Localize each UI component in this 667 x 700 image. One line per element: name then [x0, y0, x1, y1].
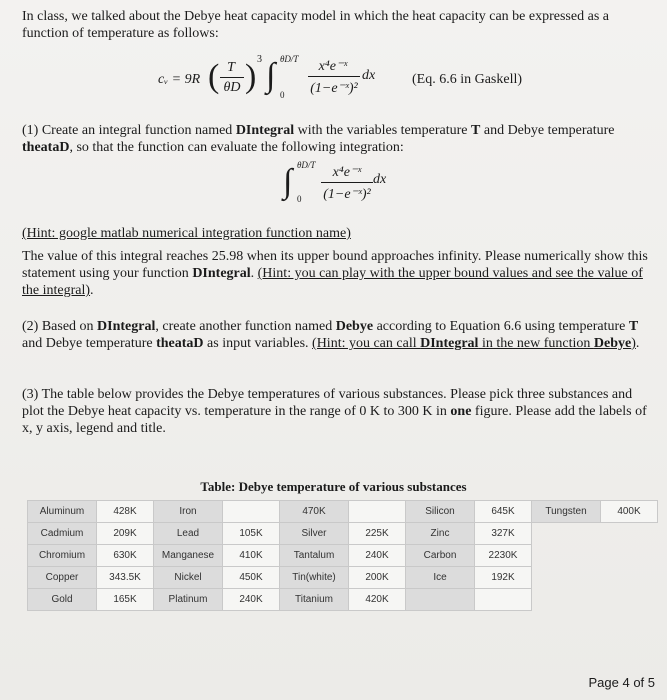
eq1-integral-sign: ∫	[266, 57, 276, 94]
task1-text-c: and Debye temperature	[480, 123, 615, 138]
substance-name-cell: Silicon	[406, 501, 475, 523]
task2-var-theatad: theataD	[156, 336, 204, 351]
statement-end: .	[90, 283, 94, 298]
debye-temperature-table	[27, 500, 658, 611]
eq1-ratio-bar	[220, 77, 244, 78]
debye-temperature-cell: 630K	[97, 545, 154, 567]
substance-name-cell: Tungsten	[532, 501, 601, 523]
integral-statement-paragraph	[22, 248, 652, 299]
task2-end: .	[635, 336, 640, 351]
debye-temperature-cell: 428K	[97, 501, 154, 523]
task2-var-t: T	[628, 319, 639, 334]
debye-temperature-cell: 400K	[601, 501, 658, 523]
table-row	[28, 523, 658, 545]
task2-text-c: according to Equation 6.6 using temperature	[373, 319, 629, 334]
task2-hint-func2: Debye	[593, 336, 632, 351]
eq1-power: 3	[257, 54, 262, 65]
eq1-dx: dx	[362, 68, 376, 83]
table-title: Table: Debye temperature of various substances	[200, 479, 467, 494]
task2-hint-b: in the new function	[478, 336, 594, 351]
statement-text-b: .	[250, 266, 258, 281]
debye-temperature-cell: 192K	[475, 567, 532, 589]
table-row	[28, 589, 658, 611]
task2-hint	[312, 336, 636, 351]
eq2-integrand-bar	[321, 182, 373, 183]
task2-func-dintegral: DIntegral	[97, 319, 156, 334]
substance-name-cell: Tantalum	[280, 545, 349, 567]
debye-temperature-cell	[349, 501, 406, 523]
substance-name-cell: Iron	[154, 501, 223, 523]
substance-name-cell: 470K	[280, 501, 349, 523]
substance-name-cell: Tin(white)	[280, 567, 349, 589]
task1-var-t: T	[471, 123, 481, 138]
substance-name-cell	[406, 589, 475, 611]
task2-text-e: as input variables.	[203, 336, 313, 351]
eq2-lower-bound: 0	[297, 194, 302, 204]
substance-name-cell: Titanium	[280, 589, 349, 611]
task2-hint-a: (Hint: you can call	[312, 336, 421, 351]
task1-paragraph	[22, 122, 652, 156]
substance-name-cell: Aluminum	[28, 501, 97, 523]
debye-temperature-cell: 327K	[475, 523, 532, 545]
substance-name-cell: Carbon	[406, 545, 475, 567]
equation-integral	[283, 160, 403, 216]
substance-name-cell: Copper	[28, 567, 97, 589]
debye-temperature-cell: 410K	[223, 545, 280, 567]
eq1-integrand-numerator: x⁴e⁻ˣ	[318, 59, 348, 74]
debye-temperature-cell: 200K	[349, 567, 406, 589]
substance-name-cell: Zinc	[406, 523, 475, 545]
task3-text-b: figure. Please add the labels of x, y axis, legend and title.	[22, 404, 647, 436]
table-row	[28, 545, 658, 567]
task2-hint-func: DIntegral	[420, 336, 479, 351]
debye-temperature-cell: 420K	[349, 589, 406, 611]
task1-text-b: with the variables temperature	[294, 123, 472, 138]
substance-name-cell: Manganese	[154, 545, 223, 567]
equation-debye-heat-capacity	[158, 54, 418, 114]
statement-text: The value of this integral reaches 25.98 when its upper bound approaches infinity. Please numerically show this statement using your function	[22, 249, 648, 281]
debye-temperature-cell: 343.5K	[97, 567, 154, 589]
task3-paragraph	[22, 386, 652, 437]
debye-temperature-cell	[223, 501, 280, 523]
debye-temperature-cell: 240K	[349, 545, 406, 567]
debye-temperature-cell: 105K	[223, 523, 280, 545]
intro-paragraph: In class, we talked about the Debye heat capacity model in which the heat capacity can be expressed as a function of temperature as follows:	[22, 9, 609, 41]
task1-func-name: DIntegral	[235, 123, 295, 138]
eq1-integrand-bar	[308, 76, 360, 77]
substance-name-cell: Chromium	[28, 545, 97, 567]
statement-hint: (Hint: you can play with the upper bound values and see the value of the integral)	[22, 266, 643, 298]
eq1-ratio-numerator: T	[227, 60, 235, 75]
debye-temperature-cell: 209K	[97, 523, 154, 545]
substance-name-cell: Cadmium	[28, 523, 97, 545]
task2-hint-c: )	[631, 336, 636, 351]
task2-paragraph	[22, 318, 652, 352]
task3-text-a: (3) The table below provides the Debye temperatures of various substances. Please pick three substances and plot the Debye heat capacity vs. temperature in the range of 0 K to 300 K in	[22, 387, 633, 419]
eq1-integrand-denominator: (1−e⁻ˣ)²	[310, 81, 358, 96]
debye-temperature-cell: 165K	[97, 589, 154, 611]
eq2-upper-bound: θD/T	[297, 160, 316, 170]
eq1-reference: (Eq. 6.6 in Gaskell)	[412, 72, 523, 87]
substance-name-cell: Lead	[154, 523, 223, 545]
substance-name-cell: Nickel	[154, 567, 223, 589]
substance-name-cell: Platinum	[154, 589, 223, 611]
page-number: Page 4 of 5	[588, 675, 655, 690]
statement-func-name: DIntegral	[192, 266, 251, 281]
task2-text-b: , create another function named	[155, 319, 336, 334]
debye-temperature-cell: 450K	[223, 567, 280, 589]
debye-temperature-cell: 645K	[475, 501, 532, 523]
task1-text-d: , so that the function can evaluate the following integration:	[69, 140, 404, 155]
substance-name-cell: Silver	[280, 523, 349, 545]
eq2-integrand-denominator: (1−e⁻ˣ)²	[323, 187, 371, 202]
table-row	[28, 567, 658, 589]
eq1-lhs: cᵥ = 9R	[158, 72, 201, 87]
table-row	[28, 501, 658, 523]
debye-temperature-cell: 240K	[223, 589, 280, 611]
eq1-close-paren: )	[245, 58, 257, 95]
hint-paragraph: (Hint: google matlab numerical integration function name)	[22, 226, 351, 241]
task3-bold-one: one	[450, 404, 472, 419]
eq2-dx: dx	[373, 172, 387, 187]
eq2-integrand-numerator: x⁴e⁻ˣ	[332, 165, 362, 180]
substance-name-cell: Gold	[28, 589, 97, 611]
substance-name-cell: Ice	[406, 567, 475, 589]
task1-text-a: (1) Create an integral function named	[22, 123, 236, 138]
eq1-upper-bound: θD/T	[280, 54, 299, 64]
eq1-open-paren: (	[208, 58, 220, 95]
debye-temperature-cell: 225K	[349, 523, 406, 545]
task2-text-a: (2) Based on	[22, 319, 98, 334]
task2-text-d: and Debye temperature	[22, 336, 157, 351]
eq1-lower-bound: 0	[280, 90, 285, 100]
task1-var-theatad: theataD	[22, 140, 70, 155]
task2-func-debye: Debye	[335, 319, 374, 334]
debye-temperature-cell	[475, 589, 532, 611]
eq1-ratio-denominator: θD	[223, 80, 241, 95]
eq2-integral-sign: ∫	[283, 163, 293, 200]
debye-temperature-cell: 2230K	[475, 545, 532, 567]
